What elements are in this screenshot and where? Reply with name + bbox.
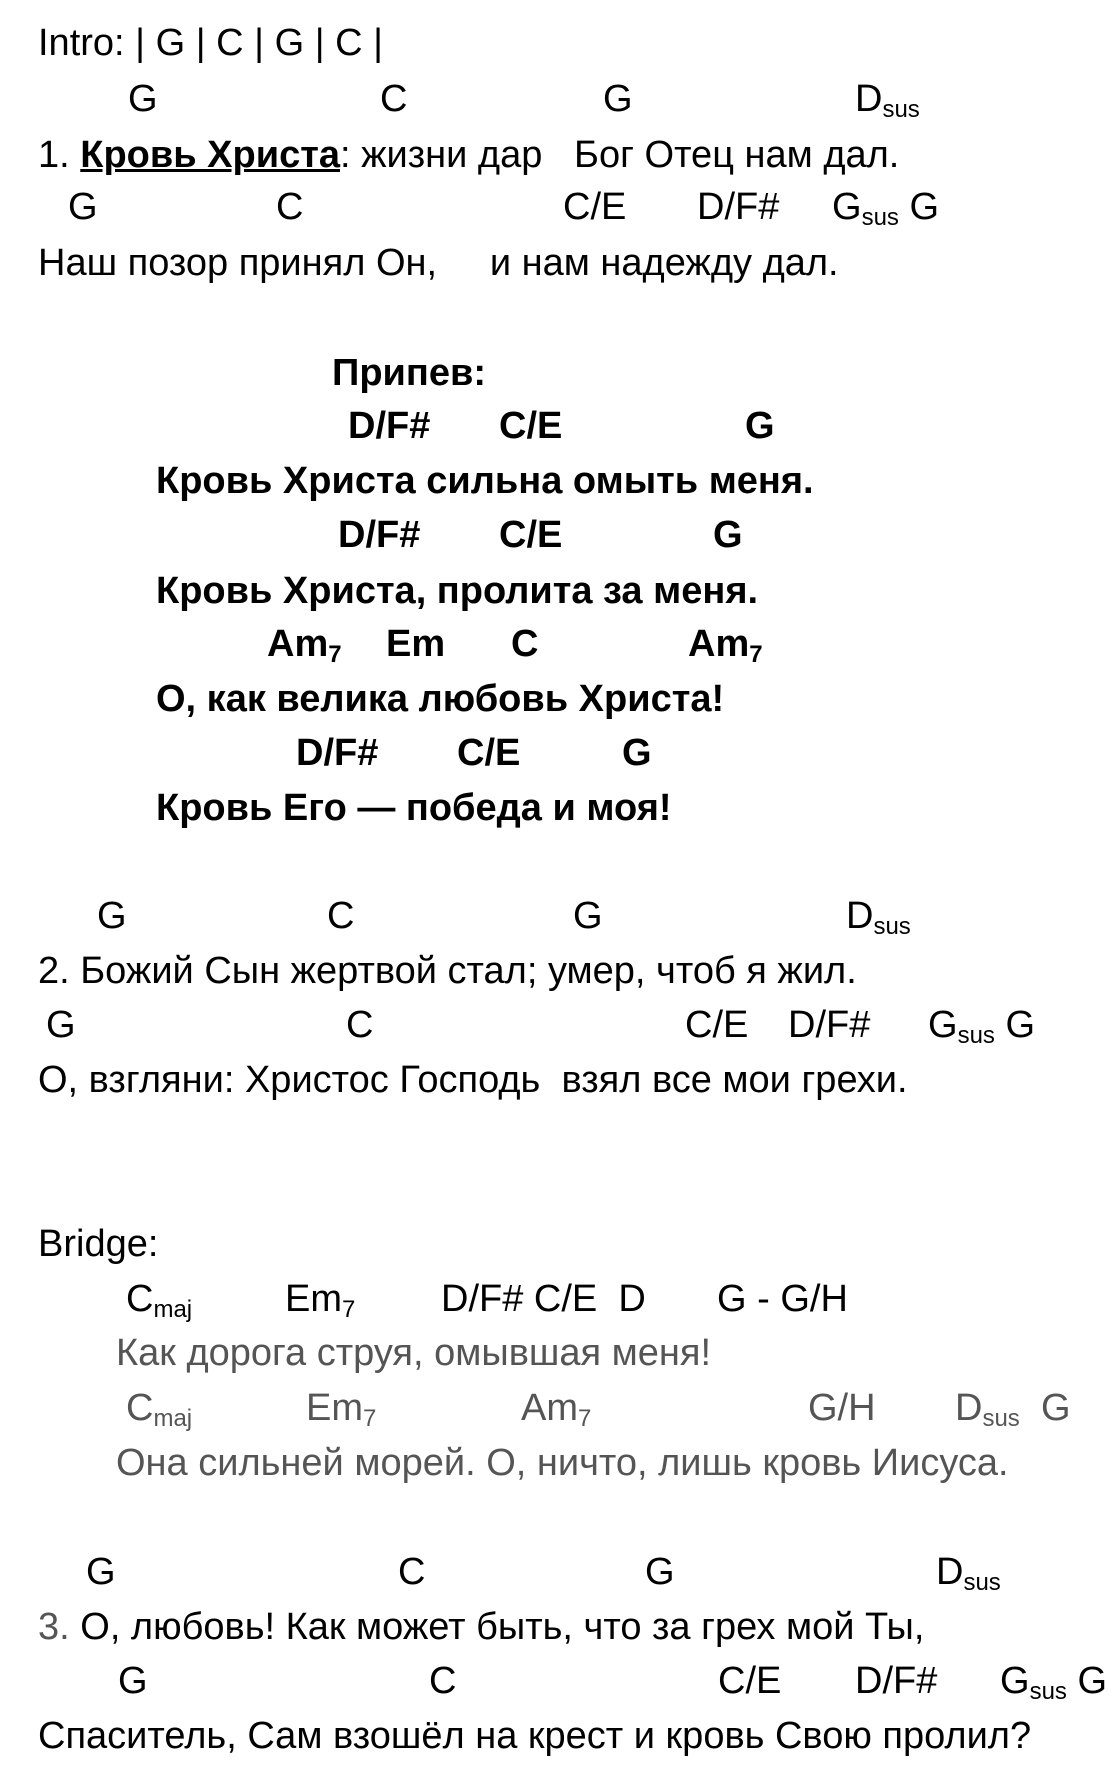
chord: $Am_7$: [267, 623, 342, 668]
chord: C/E: [499, 514, 563, 556]
chord: D/F#: [296, 732, 379, 774]
verse3-number: 3.: [38, 1606, 70, 1648]
verse1-title: Кровь Христа: [80, 134, 340, 176]
chord: $C_{maj}$: [126, 1278, 193, 1323]
verse2-lyric-2: О, взгляни: Христос Господь взял все мои грехи.: [38, 1059, 908, 1101]
chord: G: [573, 895, 603, 937]
chord: C: [429, 1660, 457, 1702]
chord: G: [118, 1660, 148, 1702]
chord: $D_{sus}$: [846, 895, 911, 940]
chorus-lyric-1: Кровь Христа сильна омыть меня.: [156, 460, 814, 502]
chord: G: [603, 78, 633, 120]
chord-suffix: maj: [153, 1296, 193, 1323]
verse1-lyric-1-rest: : жизни дар Бог Отец нам дал.: [339, 134, 900, 176]
bridge-label: Bridge:: [38, 1223, 159, 1265]
intro-chords: | G | C | G | C |: [135, 22, 383, 64]
chord: $Em_7$: [306, 1387, 377, 1432]
chord: C: [511, 623, 539, 665]
chord: $G_{sus}$ G: [832, 186, 940, 231]
chord: C: [380, 78, 408, 120]
chorus-label: Припев:: [332, 352, 486, 394]
chord: C: [276, 186, 304, 228]
chord: D/F#: [697, 186, 780, 228]
verse2-lyric-1: 2. Божий Сын жертвой стал; умер, чтоб я жил.: [38, 950, 857, 992]
chord: G: [713, 514, 743, 556]
chord: C/E: [563, 186, 627, 228]
chord: $Em_7$: [285, 1278, 356, 1323]
chord: D/F#: [788, 1004, 871, 1046]
chord: Em: [386, 623, 446, 665]
chord: $G_{sus}$ G: [928, 1004, 1036, 1049]
chord: G: [745, 405, 775, 447]
chorus-lyric-4: Кровь Его — победа и моя!: [156, 787, 672, 829]
chord-suffix: 7: [749, 641, 763, 668]
chord: C/E: [457, 732, 521, 774]
chord-suffix: sus: [957, 1022, 995, 1049]
chord: D/F#: [348, 405, 431, 447]
chord-suffix: sus: [982, 1405, 1020, 1432]
verse3-lyric-1: [38, 1608, 924, 1646]
chord-suffix: sus: [963, 1569, 1001, 1596]
chord: $D_{sus}$: [936, 1551, 1001, 1596]
verse3-lyric-1-rest: О, любовь! Как может быть, что за грех мой Ты,: [69, 1606, 925, 1648]
bridge-lyric-1: Как дорога струя, омывшая меня!: [116, 1332, 712, 1374]
chord: G: [86, 1551, 116, 1593]
chord: D/F# C/E D: [441, 1278, 646, 1320]
chord: C: [327, 895, 355, 937]
chord-suffix: sus: [882, 96, 920, 123]
verse1-lyric-2: Наш позор принял Он, и нам надежду дал.: [38, 242, 839, 284]
chord-suffix: 7: [342, 1296, 356, 1323]
chord: G: [97, 895, 127, 937]
chord-suffix: 7: [578, 1405, 592, 1432]
verse1-number: 1.: [38, 134, 70, 176]
chorus-lyric-2: Кровь Христа, пролита за меня.: [156, 570, 759, 612]
chord: G: [46, 1004, 76, 1046]
chord: G: [128, 78, 158, 120]
chord-suffix: 7: [363, 1405, 377, 1432]
chord: $G_{sus}$ G: [1000, 1660, 1108, 1705]
chord: C: [346, 1004, 374, 1046]
chord: C/E: [499, 405, 563, 447]
chord: G/H: [808, 1387, 876, 1429]
intro-label: Intro:: [38, 22, 125, 64]
chord-suffix: sus: [1029, 1678, 1067, 1705]
chorus-lyric-3: О, как велика любовь Христа!: [156, 678, 725, 720]
chord: G: [622, 732, 652, 774]
chord: $D_{sus}$ G: [955, 1387, 1071, 1432]
chord: D/F#: [855, 1660, 938, 1702]
chord: $D_{sus}$: [855, 78, 920, 123]
chord: $Am_7$: [688, 623, 763, 668]
bridge-lyric-2: Она сильней морей. О, ничто, лишь кровь Иисуса.: [116, 1442, 1009, 1484]
chord-suffix: 7: [328, 641, 342, 668]
intro-line: [38, 24, 383, 62]
chord: G: [68, 186, 98, 228]
chord: $C_{maj}$: [126, 1387, 193, 1432]
chord: C: [398, 1551, 426, 1593]
verse1-lyric-1: [38, 136, 899, 174]
chord: G: [645, 1551, 675, 1593]
chord: C/E: [718, 1660, 782, 1702]
chord-suffix: sus: [873, 913, 911, 940]
chord-suffix: maj: [153, 1405, 193, 1432]
chord-suffix: sus: [861, 204, 899, 231]
chord: $Am_7$: [521, 1387, 592, 1432]
chord: G - G/H: [717, 1278, 848, 1320]
chord: C/E: [685, 1004, 749, 1046]
chord: D/F#: [338, 514, 421, 556]
verse3-lyric-2: Спаситель, Сам взошёл на крест и кровь Свою пролил?: [38, 1715, 1032, 1757]
